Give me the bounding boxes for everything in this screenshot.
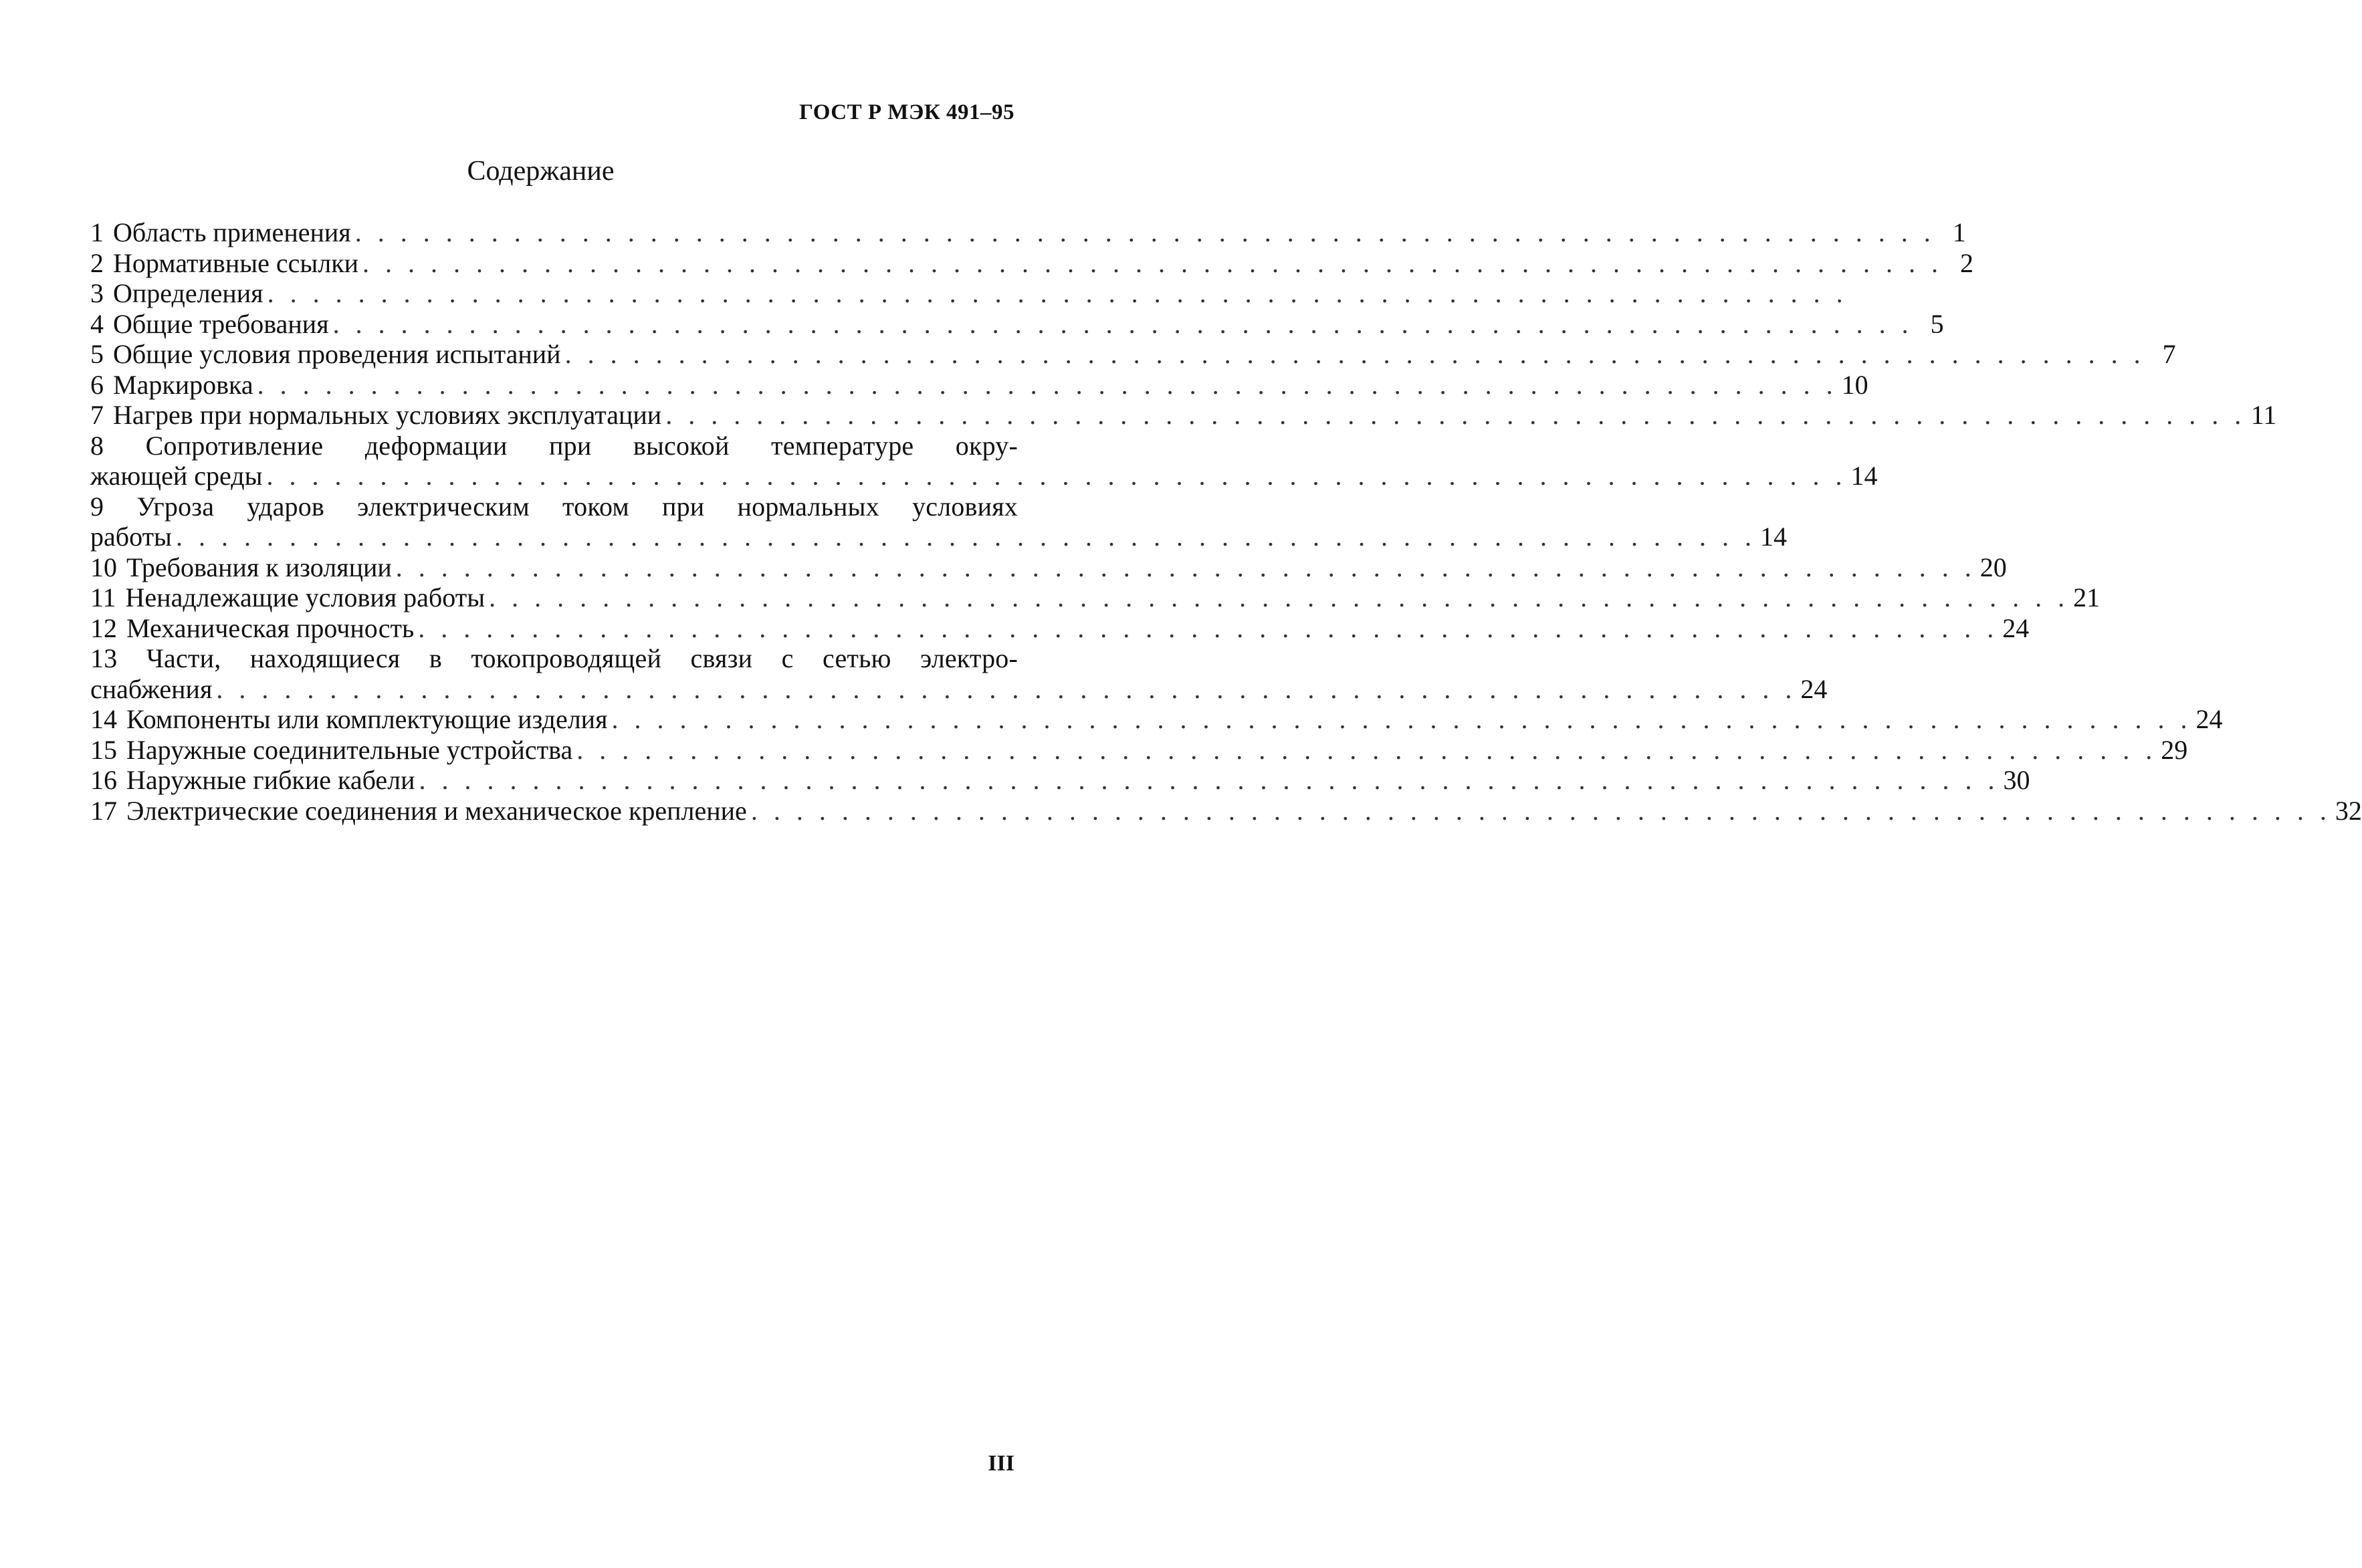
leader-dots: . . . . . . . . . . . . . . . . . . . . . . . . . . . . . . . . . . . . . . . . . . . . . . . . . . . . . . . . . . . . . . . . . . . . . . [665, 400, 2246, 430]
toc-heading: Содержание [467, 156, 615, 187]
toc-entry[interactable] [90, 308, 1944, 340]
toc-entry-number: 11 [90, 582, 116, 612]
toc-entry-title: Определения [113, 278, 263, 308]
toc-entry-page: 24 [2195, 704, 2223, 734]
toc-entry-number: 15 [90, 734, 117, 765]
toc-entry-number: 17 [90, 795, 117, 826]
leader-dots: . . . . . . . . . . . . . . . . . . . . . . . . . . . . . . . . . . . . . . . . . . . . . . . . . . . . . . . . . . . . . . . . . . . . . . [395, 552, 1976, 582]
toc-entry[interactable] [90, 430, 1878, 491]
toc-entry-page: 32 [2335, 795, 2362, 826]
toc-entry-title: Нагрев при нормальных условиях эксплуатации [113, 400, 662, 430]
leader-dots: . . . . . . . . . . . . . . . . . . . . . . . . . . . . . . . . . . . . . . . . . . . . . . . . . . . . . . . . . . . . . . . . . . . . . . [266, 461, 1847, 491]
leader-dots: . . . . . . . . . . . . . . . . . . . . . . . . . . . . . . . . . . . . . . . . . . . . . . . . . . . . . . . . . . . . . . . . . . . . . . [216, 673, 1797, 704]
toc-entry-page: 2 [1960, 247, 1974, 278]
leader-dots: . . . . . . . . . . . . . . . . . . . . . . . . . . . . . . . . . . . . . . . . . . . . . . . . . . . . . . . . . . . . . . . . . . . . . . [332, 308, 1913, 339]
toc-entry-number: 13 [90, 643, 118, 673]
page-number: III [988, 1451, 1014, 1476]
toc-entry[interactable] [90, 704, 2223, 735]
leader-dots: . . . . . . . . . . . . . . . . . . . . . . . . . . . . . . . . . . . . . . . . . . . . . . . . . . . . . . . . . . . . . . . . . . . . . . [611, 704, 2192, 734]
toc-entry-title: Общие условия проведения испытаний [113, 339, 561, 369]
leader-dots: . . . . . . . . . . . . . . . . . . . . . . . . . . . . . . . . . . . . . . . . . . . . . . . . . . . . . . . . . . . . . . . . . . . . . . [750, 795, 2331, 826]
toc-entry-number: 7 [90, 400, 104, 430]
toc-entry-number: 4 [90, 308, 104, 339]
leader-dots: . . . . . . . . . . . . . . . . . . . . . . . . . . . . . . . . . . . . . . . . . . . . . . . . . . . . . . . . . . . . . . . . . . . . . . [419, 765, 2000, 795]
toc-entry-title: Нормативные ссылки [113, 247, 359, 278]
leader-dots: . . . . . . . . . . . . . . . . . . . . . . . . . . . . . . . . . . . . . . . . . . . . . . . . . . . . . . . . . . . . . . . . . . . . . . [489, 582, 2070, 612]
toc-entry[interactable] [90, 765, 2030, 796]
toc-entry-number: 10 [90, 552, 117, 582]
toc-entry[interactable] [90, 247, 1974, 279]
toc-entry-title: Область применения [113, 217, 351, 247]
leader-dots: . . . . . . . . . . . . . . . . . . . . . . . . . . . . . . . . . . . . . . . . . . . . . . . . . . . . . . . . . . . . . . . . . . . . . . [354, 217, 1935, 247]
table-of-contents [90, 217, 2362, 826]
toc-entry-title-line1: Части, находящиеся в токопроводящей связи с сетью электро- [146, 643, 1018, 673]
toc-entry-title: Электрические соединения и механическое крепление [126, 795, 747, 826]
toc-entry-title-line1: Угроза ударов электрическим током при нормальных условиях [136, 491, 1018, 522]
document-code: ГОСТ Р МЭК 491–95 [799, 100, 1014, 124]
toc-entry-page: 24 [2002, 612, 2030, 643]
toc-entry-title-line2: снабжения [90, 673, 213, 704]
toc-entry-page: 7 [2162, 339, 2176, 369]
leader-dots: . . . . . . . . . . . . . . . . . . . . . . . . . . . . . . . . . . . . . . . . . . . . . . . . . . . . . . . . . . . . . . . . . . . . . . [362, 247, 1943, 278]
toc-entry-number: 5 [90, 339, 104, 369]
toc-entry-page: 30 [2003, 765, 2030, 795]
toc-entry[interactable] [90, 369, 1868, 401]
toc-entry-number: 14 [90, 704, 117, 734]
toc-entry-title: Компоненты или комплектующие изделия [126, 704, 608, 734]
toc-entry-title: Наружные соединительные устройства [126, 734, 573, 765]
toc-entry-page: 24 [1800, 673, 1828, 704]
toc-entry-number: 2 [90, 247, 104, 278]
toc-entry[interactable] [90, 400, 2277, 431]
toc-entry-number: 8 [90, 430, 104, 461]
toc-entry[interactable] [90, 491, 1787, 552]
toc-entry-number: 6 [90, 369, 104, 400]
toc-entry[interactable] [90, 734, 2188, 766]
toc-entry-title: Ненадлежащие условия работы [125, 582, 486, 612]
toc-entry-title: Общие требования [113, 308, 329, 339]
toc-entry-number: 9 [90, 491, 104, 522]
toc-entry-title: Требования к изоляции [126, 552, 392, 582]
toc-entry-title: Механическая прочность [126, 612, 415, 643]
toc-entry[interactable] [90, 552, 2007, 583]
toc-entry[interactable] [90, 217, 1966, 248]
toc-entry-number: 12 [90, 612, 117, 643]
leader-dots: . . . . . . . . . . . . . . . . . . . . . . . . . . . . . . . . . . . . . . . . . . . . . . . . . . . . . . . . . . . . . . . . . . . . . . [576, 734, 2157, 765]
toc-entry[interactable] [90, 278, 1848, 309]
toc-entry-title: Маркировка [113, 369, 253, 400]
leader-dots: . . . . . . . . . . . . . . . . . . . . . . . . . . . . . . . . . . . . . . . . . . . . . . . . . . . . . . . . . . . . . . . . . . . . . . [175, 522, 1756, 552]
leader-dots: . . . . . . . . . . . . . . . . . . . . . . . . . . . . . . . . . . . . . . . . . . . . . . . . . . . . . . . . . . . . . . . . . . . . . . [418, 612, 1999, 643]
toc-entry-page: 14 [1850, 461, 1878, 491]
toc-entry-number: 1 [90, 217, 104, 247]
toc-entry[interactable] [90, 582, 2101, 613]
toc-entry-page: 5 [1930, 308, 1944, 339]
toc-entry-page: 11 [2250, 400, 2277, 430]
toc-entry-page: 21 [2073, 582, 2101, 612]
toc-entry-title: Наружные гибкие кабели [126, 765, 415, 795]
toc-entry-page: 20 [1979, 552, 2007, 582]
toc-entry-page: 1 [1952, 217, 1966, 247]
leader-dots: . . . . . . . . . . . . . . . . . . . . . . . . . . . . . . . . . . . . . . . . . . . . . . . . . . . . . . . . . . . . . . . . . . . . . . [257, 369, 1838, 400]
toc-entry[interactable] [90, 339, 2176, 370]
toc-entry-number: 3 [90, 278, 104, 308]
toc-entry-title-line2: жающей среды [90, 461, 263, 491]
toc-entry-number: 16 [90, 765, 117, 795]
toc-entry[interactable] [90, 643, 1828, 704]
toc-entry[interactable] [90, 612, 2030, 644]
toc-entry[interactable] [90, 795, 2362, 826]
toc-entry-page: 14 [1759, 522, 1787, 552]
toc-entry-page: 10 [1841, 369, 1868, 400]
leader-dots: . . . . . . . . . . . . . . . . . . . . . . . . . . . . . . . . . . . . . . . . . . . . . . . . . . . . . . . . . . . . . . . . . . . . . . [267, 278, 1848, 308]
leader-dots: . . . . . . . . . . . . . . . . . . . . . . . . . . . . . . . . . . . . . . . . . . . . . . . . . . . . . . . . . . . . . . . . . . . . . . [564, 339, 2145, 369]
toc-entry-page: 29 [2161, 734, 2188, 765]
toc-entry-title-line1: Сопротивление деформации при высокой температуре окру- [145, 430, 1018, 461]
toc-entry-title-line2: работы [90, 522, 172, 552]
